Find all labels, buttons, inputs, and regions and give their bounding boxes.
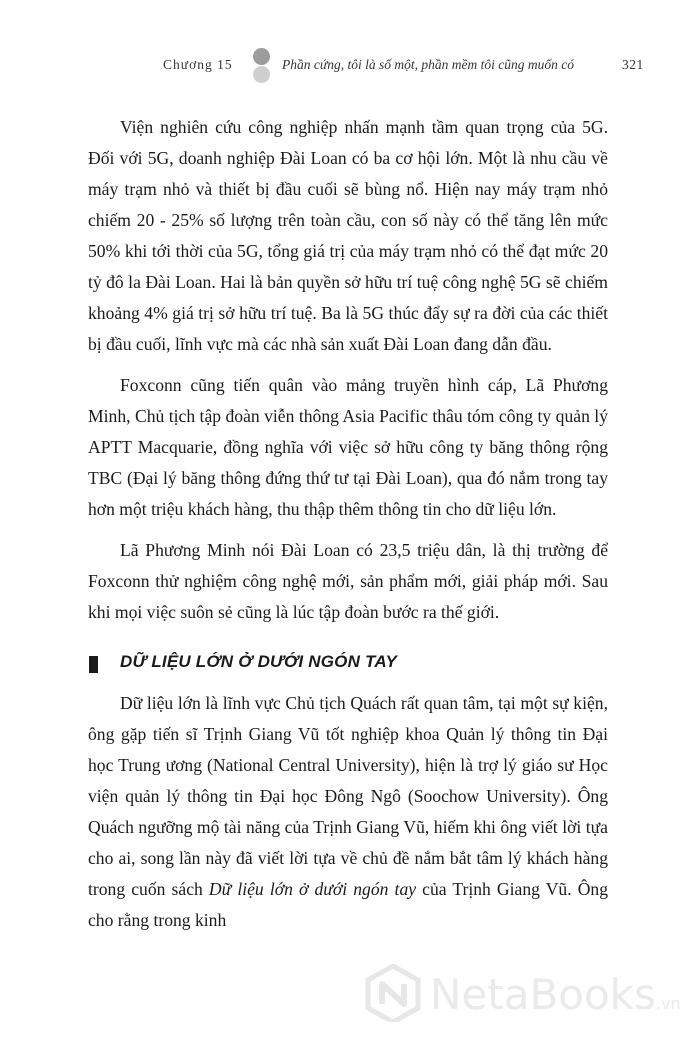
paragraph-big-data — [88, 688, 608, 936]
watermark-brand — [430, 970, 681, 1019]
header-dot-dark — [253, 48, 270, 65]
chapter-label: Chương 15 — [163, 57, 233, 72]
watermark-suffix: .vn — [655, 994, 681, 1013]
header-dots-ornament — [253, 48, 271, 84]
netabooks-watermark — [364, 960, 684, 1030]
watermark-brand-name: NetaBooks — [430, 970, 656, 1019]
page-body — [88, 112, 608, 936]
paragraph-big-data-tail: của Trịnh Giang Vũ. Ông cho rằng trong kinh — [88, 879, 609, 930]
paragraph-taiwan-market: Lã Phương Minh nói Đài Loan có 23,5 triệu dân, là thị trường để Foxconn thử nghiệm công nghệ mới, sản phẩm mới, giải pháp mới. Sau khi mọi việc suôn sẻ cũng là lúc tập đoàn bước ra thế giới. — [88, 540, 608, 622]
page-number: 321 — [622, 57, 644, 72]
paragraph-foxconn-cable: Foxconn cũng tiến quân vào mảng truyền hình cáp, Lã Phương Minh, Chủ tịch tập đoàn viễn thông Asia Pacific thâu tóm công ty quản lý APTT Macquarie, đồng nghĩa với việc sở hữu công ty băng thông rộng TBC (Đại lý băng thông đứng thứ tư tại Đài Loan), qua đó nắm trong tay hơn một triệu khách hàng, thu thập thêm thông tin cho dữ liệu lớn. — [88, 375, 608, 519]
paragraph-5g: Viện nghiên cứu công nghiệp nhấn mạnh tầm quan trọng của 5G. Đối với 5G, doanh nghiệp Đài Loan có ba cơ hội lớn. Một là nhu cầu về máy trạm nhỏ và thiết bị đầu cuối sẽ bùng nổ. Hiện nay máy trạm nhỏ chiếm 20 - 25% số lượng trên toàn cầu, con số này có thể tăng lên mức 50% khi tới thời của 5G, tổng giá trị của máy trạm nhỏ có thể đạt mức 20 tỷ đô la Đài Loan. Hai là bản quyền sở hữu trí tuệ công nghệ 5G sẽ chiếm khoảng 4% giá trị sở hữu trí tuệ. Ba là 5G thúc đẩy sự ra đời của các thiết bị đầu cuối, lĩnh vực mà các nhà sản xuất Đài Loan đang dẫn đầu. — [88, 117, 608, 354]
netabooks-logo-icon — [364, 964, 422, 1022]
running-header — [0, 48, 700, 84]
paragraph-big-data-text: Dữ liệu lớn là lĩnh vực Chủ tịch Quách rất quan tâm, tại một sự kiện, ông gặp tiến sĩ Trịnh Giang Vũ tốt nghiệp khoa Quản lý thông tin Đại học Trung ương (National Central University), hiện là trợ lý giáo sư Học viện quản lý thông tin Đại học Đông Ngô (Soochow University). Ông Quách ngưỡng mộ tài năng của Trịnh Giang Vũ, hiếm khi ông viết lời tựa cho ai, song lần này đã viết lời tựa về chủ đề nắm bắt tâm lý khách hàng trong cuốn sách — [88, 693, 608, 899]
book-title: Dữ liệu lớn ở dưới ngón tay — [208, 879, 417, 899]
section-heading-text: DỮ LIỆU LỚN Ở DƯỚI NGÓN TAY — [120, 652, 398, 671]
header-dot-light — [253, 66, 270, 83]
section-heading — [88, 648, 608, 682]
chapter-title: Phần cứng, tôi là số một, phần mềm tôi cũng muốn có — [282, 57, 574, 72]
heading-bullet-bar — [89, 656, 98, 673]
